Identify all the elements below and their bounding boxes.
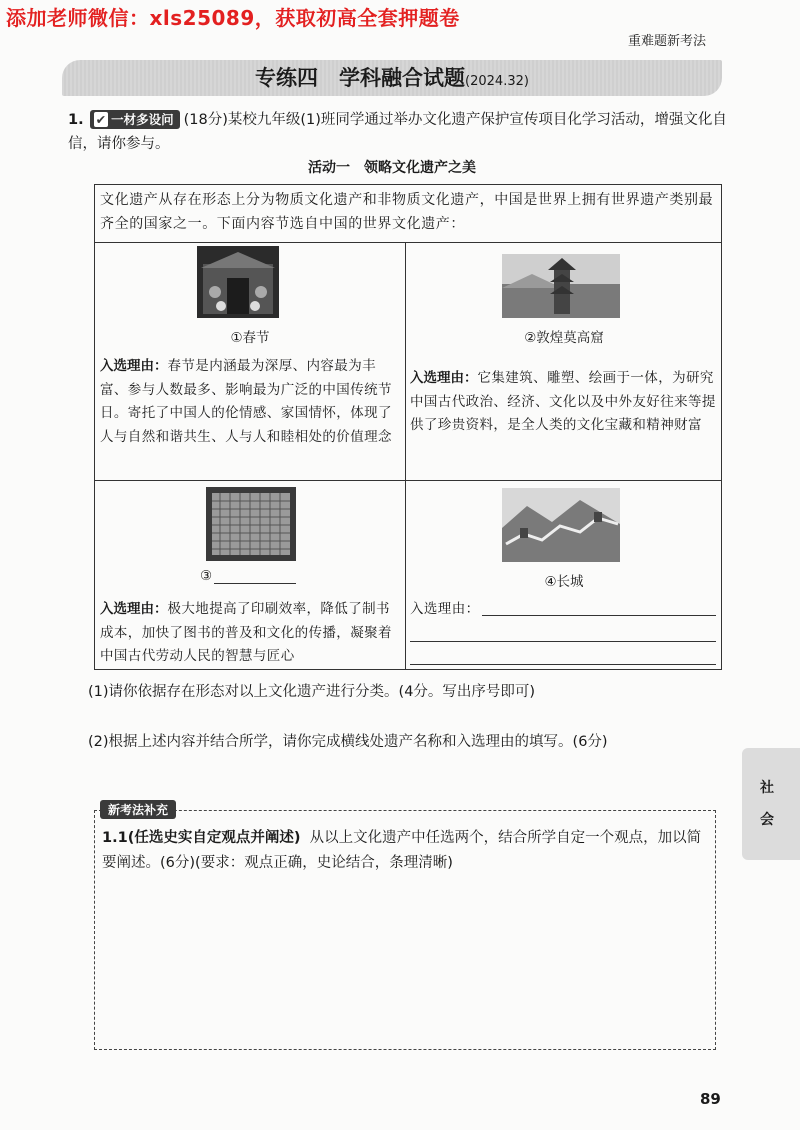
heritage-name-blank[interactable] [214,569,296,584]
tab-char: 会 [760,812,774,828]
reason-label: 入选理由： [100,601,168,617]
page-number: 89 [700,1090,721,1108]
section-header: 重难题新考法 [627,34,706,49]
new-method-title: (任选史实自定观点并阐述) [127,830,301,846]
reason-text: 极大地提高了印刷效率，降低了制书成本，加快了图书的普及和文化的传播，凝聚着中国古代劳动人民的智慧与匠心 [100,601,392,664]
reason-label: 入选理由： [410,370,478,386]
question-number: 1. [68,112,84,128]
sub-question-2: (2)根据上述内容并结合所学，请你完成横线处遗产名称和入选理由的填写。(6分) [88,734,608,750]
answer-line[interactable] [410,664,716,665]
reason-spring-festival [100,355,400,449]
caption-number: ③ [200,568,213,584]
mogao-caves-image [502,254,620,318]
question-1 [68,108,728,156]
activity-heading: 活动一 领略文化遗产之美 [308,160,476,176]
table-divider [94,242,722,243]
watermark-text: 添加老师微信：xls25089，获取初高全套押题卷 [6,6,460,30]
great-wall-image [502,488,620,562]
spring-festival-image [197,246,279,318]
reason-mogao-caves [410,367,718,438]
reason-text: 春节是内涵最为深厚、内容最为丰富、参与人数最多、影响最为广泛的中国传统节日。寄托了中国人的伦情感、家国情怀，体现了人与自然和谐共生、人与人和睦相处的价值理念 [100,358,392,445]
table-intro: 文化遗产从存在形态上分为物质文化遗产和非物质文化遗产，中国是世界上拥有世界遗产类别最齐全的国家之一。下面内容节选自中国的世界文化遗产： [100,192,714,232]
reason-text: 它集建筑、雕塑、绘画于一体，为研究中国古代政治、经济、文化以及中外友好往来等提供了珍贵资料，是全人类的文化宝藏和精神财富 [410,370,716,433]
question-text: (18分)某校九年级(1)班同学通过举办文化遗产保护宣传项目化学习活动，增强文化自信，请你参与。 [68,112,727,152]
caption-item-3 [200,568,320,584]
tab-char: 社 [760,780,774,796]
answer-line[interactable] [482,615,716,616]
sub-question-1: (1)请你依据存在形态对以上文化遗产进行分类。(4分。写出序号即可) [88,684,536,700]
subject-tab-label [742,776,792,832]
caption-great-wall: ④长城 [544,574,584,590]
caption-spring-festival: ①春节 [230,330,270,346]
new-method-tag: 新考法补充 [100,800,176,819]
reason-label: 入选理由： [100,358,168,374]
check-icon: ✔ [95,112,107,127]
new-method-question [102,826,708,876]
page-title [62,60,722,96]
answer-line[interactable] [410,641,716,642]
new-method-number: 1.1 [102,830,128,846]
table-divider [94,480,722,481]
reason-movable-type [100,598,400,669]
badge-one-material [90,110,180,129]
badge-label: 一材多设问 [111,112,174,127]
movable-type-image [206,487,296,561]
reason-great-wall-label: 入选理由： [410,601,480,617]
title-main: 专练四 学科融合试题 [255,66,466,90]
caption-mogao-caves: ②敦煌莫高窟 [524,330,604,346]
new-method-text: 从以上文化遗产中任选两个，结合所学自定一个观点，加以简要阐述。(6分)(要求：观点正确，史论结合，条理清晰) [102,830,702,871]
title-year: (2024.32) [465,74,529,89]
table-divider [405,242,406,670]
